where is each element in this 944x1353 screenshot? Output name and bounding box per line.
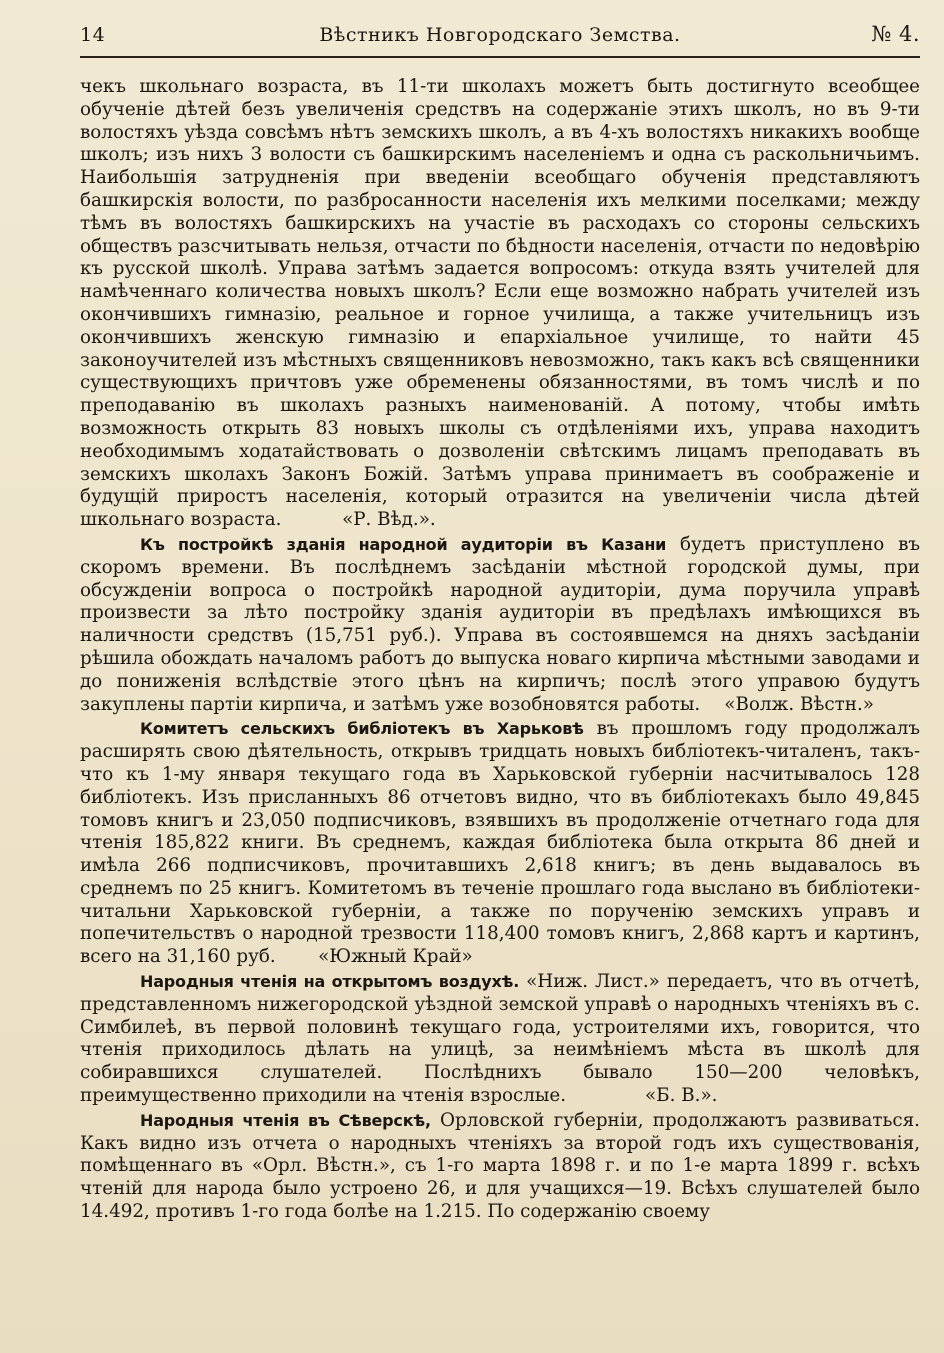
source-citation: «Южный Край» — [318, 946, 473, 968]
article-body — [80, 76, 920, 1224]
paragraph-5 — [80, 1110, 920, 1224]
paragraph-2 — [80, 534, 920, 716]
source-citation: «Волж. Вѣстн.» — [724, 693, 874, 715]
section-headline: Народныя чтенія на открытомъ воздухѣ. — [140, 972, 520, 992]
page-header — [80, 22, 920, 52]
section-headline: Народныя чтенія въ Сѣверскѣ, — [140, 1110, 431, 1130]
running-title: Вѣстникъ Новгородскаго Земства. — [319, 24, 681, 46]
paragraph-text: Орловской губерніи, продолжаютъ развиваться. Какъ видно изъ отчета о народныхъ чтеніяхъ за второй годъ ихъ существованія, помѣщеннаго въ «Орл. Вѣстн.», съ 1-го марта 1898 г. и по 1-е марта 1899 г. всѣхъ чтеній для народа было устроено 26, и для учащихся—19. Всѣхъ слушателей было 14.492, противъ 1-го года болѣе на 1.215. По содержанію своему — [80, 1109, 920, 1223]
paragraph-text: чекъ школьнаго возраста, въ 11-ти школахъ можетъ быть достигнуто всеобщее обученіе дѣтей безъ увеличенія средствъ на содержаніе этихъ школъ, но въ 9-ти волостяхъ уѣзда совсѣмъ нѣтъ земскихъ школъ, а въ 4-хъ волостяхъ никакихъ вообще школъ; изъ нихъ 3 волости съ башкирскимъ населеніемъ и одна съ раскольничьимъ. Наибольшія затрудненія при введеніи всеобщаго обученія представляютъ башкирскія волости, по разбросанности населенія ихъ мелкими поселками; между тѣмъ въ волостяхъ башкирскихъ на участіе въ расходахъ со стороны сельскихъ обществъ разсчитывать нельзя, отчасти по бѣдности населенія, отчасти по недовѣрію къ русской школѣ. Управа затѣмъ задается вопросомъ: откуда взять учителей для намѣченнаго количества новыхъ школъ? Если еще возможно набрать учителей изъ окончившихъ гимназію, реальное и горное училища, а также учительницъ изъ окончившихъ женскую гимназію и епархіальное училище, то найти 45 законоучителей изъ мѣстныхъ священниковъ невозможно, такъ какъ всѣ священники существующихъ причтовъ уже обременены обязанностями, въ томъ числѣ и по преподаванію въ школахъ разныхъ наименованій. А потому, чтобы имѣть возможность открыть 83 новыхъ школы съ отдѣленіями ихъ, управа находитъ необходимымъ ходатайствовать о дозволеніи свѣтскимъ лицамъ преподавать въ земскихъ школахъ Законъ Божій. Затѣмъ управа принимаетъ въ соображеніе и будущій приростъ населенія, который отразится на увеличеніи числа дѣтей школьнаго возраста. — [80, 76, 920, 531]
issue-number: № 4. — [871, 22, 920, 46]
paragraph-text: въ прошломъ году продолжалъ расширять свою дѣятельность, открывъ тридцать новыхъ библіотекъ-читаленъ, такъ-что къ 1-му января текущаго года въ Харьковской губерніи насчитывалось 128 библіотекъ. Изъ присланныхъ 86 отчетовъ видно, что въ библіотекахъ было 49,845 томовъ книгъ и 23,050 подписчиковъ, взявшихъ въ продолженіе отчетнаго года для чтенія 185,822 книги. Въ среднемъ, каждая библіотека была открыта 86 дней и имѣла 266 подписчиковъ, прочитавшихъ 2,618 книгъ; въ день выдавалось въ среднемъ по 25 книгъ. Комитетомъ въ теченіе прошлаго года выслано въ библіотеки-читальни Харьковской губерніи, а также по порученію земскихъ управъ и попечительствъ о народной трезвости 118,400 томовъ книгъ, 2,868 картъ и картинъ, всего на 31,160 руб. — [80, 718, 920, 968]
paragraph-text: будетъ приступлено въ скоромъ времени. Въ послѣднемъ засѣданіи мѣстной городской думы, при обсужденіи вопроса о постройкѣ народной аудиторіи, дума поручила управѣ произвести за лѣто постройку зданія аудиторіи въ предѣлахъ имѣющихся въ наличности средствъ (15,751 руб.). Управа въ состоявшемся на дняхъ засѣданіи рѣшила обождать началомъ работъ до выпуска новаго кирпича мѣстными заводами и до пониженія вслѣдствіе этого цѣнъ на кирпичъ; послѣ этого управою будутъ закуплены партіи кирпича, и затѣмъ уже возобновятся работы. — [80, 533, 920, 715]
source-citation: «Б. В.». — [645, 1085, 718, 1107]
paragraph-1 — [80, 76, 920, 532]
source-citation: «Р. Вѣд.». — [342, 509, 436, 531]
page-number: 14 — [80, 24, 106, 46]
section-headline: Къ постройкѣ зданія народной аудиторіи въ Казани — [140, 534, 667, 554]
paragraph-text: «Ниж. Лист.» передаетъ, что въ отчетѣ, представленномъ нижегородской уѣздной земской управѣ о народныхъ чтеніяхъ въ с. Симбилеѣ, въ первой половинѣ текущаго года, устроителями ихъ, говорится, что чтенія приходилось дѣлать на улицѣ, за неимѣніемъ мѣста въ школѣ для собиравшихся слушателей. Послѣднихъ бывало 150—200 человѣкъ, преимущественно приходили на чтенія взрослые. — [80, 971, 920, 1107]
header-rule — [80, 56, 920, 58]
section-headline: Комитетъ сельскихъ библіотекъ въ Харьковѣ — [140, 719, 584, 739]
paragraph-3 — [80, 718, 920, 969]
paragraph-4 — [80, 971, 920, 1108]
